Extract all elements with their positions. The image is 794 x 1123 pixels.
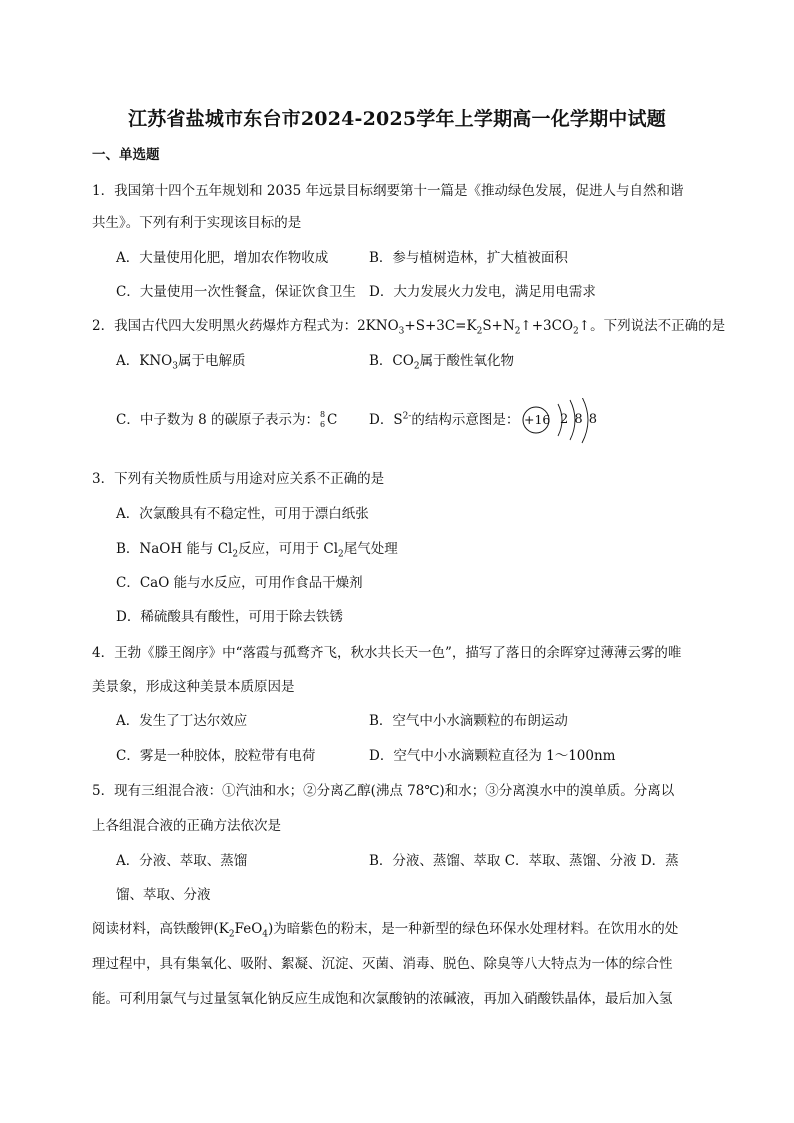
q3-option-c: C．CaO 能与水反应，可用作食品干燥剂 [116, 575, 363, 591]
sub-3: 3 [398, 326, 405, 337]
nucleus-charge: +16 [524, 412, 551, 427]
q4-stem-line1: 4．王勃《滕王阁序》中“落霞与孤鹜齐飞，秋水共长天一色”，描写了落日的余晖穿过薄薄云雾的唯 [92, 645, 682, 661]
atomic-number: 6 [320, 420, 326, 429]
q2-b-pre: B．CO [369, 353, 414, 369]
q2-stem-post: ↑。下列说法不正确的是 [578, 318, 726, 334]
q4-option-d: D．空气中小水滴颗粒直径为 1～100nm [369, 748, 616, 764]
sub-2: 2 [514, 326, 521, 337]
q1-option-b: B．参与植树造林，扩大植被面积 [369, 250, 568, 266]
q1-option-c: C．大量使用一次性餐盒，保证饮食卫生 [116, 284, 356, 300]
section-heading: 一、单选题 [92, 147, 160, 163]
reading-line1-pre: 阅读材料，高铁酸钾(K [92, 921, 229, 937]
mass-number: 8 [320, 410, 326, 419]
electron-shells: 2 8 8 [560, 412, 599, 427]
q3-option-d: D．稀硫酸具有酸性，可用于除去铁锈 [116, 609, 343, 625]
sub-2: 2 [476, 326, 483, 337]
q2-b-post: 属于酸性氧化物 [419, 353, 515, 369]
q5-option-d-cont: 馏、萃取、分液 [116, 887, 211, 903]
q3-stem: 3．下列有关物质性质与用途对应关系不正确的是 [92, 471, 385, 487]
isotope-notation [319, 411, 327, 429]
q2-a-pre: A．KNO [116, 353, 173, 369]
q2-stem-mid2: S+N [482, 318, 515, 334]
sub-2: 2 [413, 361, 420, 372]
ion-charge: 2- [402, 411, 412, 422]
q2-d-pre: D．S [369, 412, 403, 428]
q2-c-pre: C．中子数为 8 的碳原子表示为： [116, 412, 320, 428]
sub-2: 2 [232, 549, 239, 560]
q2-stem-pre: 2．我国古代四大发明黑火药爆炸方程式为：2KNO [92, 318, 399, 334]
q4-option-c: C．雾是一种胶体，胶粒带有电荷 [116, 748, 316, 764]
sub-4: 4 [262, 929, 269, 940]
q2-option-a [116, 352, 245, 370]
q3-b-post: 尾气处理 [343, 541, 398, 557]
reading-line3: 能。可利用氯气与过量氢氧化钠反应生成饱和次氯酸钠的浓碱液，再加入硝酸铁晶体，最后加入氢 [92, 991, 673, 1007]
q5-stem-line1: 5．现有三组混合液：①汽油和水；②分离乙醇(沸点 78℃)和水；③分离溴水中的溴单质。分离以 [92, 783, 675, 799]
q2-d-post: 的结构示意图是： [411, 412, 520, 428]
sub-2: 2 [338, 549, 344, 560]
q2-option-d [369, 411, 519, 429]
q2-stem-mid1: +S+3C=K [404, 318, 477, 334]
q1-option-d: D．大力发展火力发电，满足用电需求 [369, 284, 596, 300]
q3-b-mid: 反应，可用于 Cl [238, 541, 339, 557]
reading-line1-post: )为暗紫色的粉末，是一种新型的绿色环保水处理材料。在饮用水的处 [268, 921, 679, 937]
q4-stem-line2: 美景象，形成这种美景本质原因是 [92, 679, 295, 695]
q2-a-post: 属于电解质 [177, 353, 246, 369]
sub-2: 2 [228, 929, 235, 940]
q1-stem-line2: 共生》。下列有利于实现该目标的是 [92, 215, 302, 231]
q3-b-pre: B．NaOH 能与 Cl [116, 541, 233, 557]
sulfide-ion-structure-diagram [520, 398, 610, 446]
q3-option-a: A．次氯酸具有不稳定性，可用于漂白纸张 [116, 506, 369, 522]
q5-options-bcd: B．分液、蒸馏、萃取 C．萃取、蒸馏、分液 D．蒸 [369, 853, 679, 869]
q2-option-b [369, 352, 514, 370]
element-symbol: C [327, 412, 338, 428]
reading-line2: 理过程中，具有集氧化、吸附、絮凝、沉淀、灭菌、消毒、脱色、除臭等八大特点为一体的综合性 [92, 956, 673, 972]
q1-option-a: A．大量使用化肥，增加农作物收成 [116, 250, 329, 266]
q1-stem-line1: 1．我国第十四个五年规划和 2035 年远景目标纲要第十一篇是《推动绿色发展，促进人与自然和谐 [92, 183, 684, 199]
q2-stem-mid3: ↑+3CO [520, 318, 574, 334]
reading-line1-mid: FeO [234, 921, 263, 937]
q5-option-a: A．分液、萃取、蒸馏 [116, 853, 248, 869]
q2-stem [92, 317, 725, 335]
page-title: 江苏省盐城市东台市2024-2025学年上学期高一化学期中试题 [128, 108, 666, 130]
q5-stem-line2: 上各组混合液的正确方法依次是 [92, 818, 281, 834]
q2-option-c [116, 411, 337, 429]
q3-option-b [116, 540, 398, 558]
sub-2: 2 [573, 326, 579, 337]
sub-3: 3 [172, 361, 178, 372]
q4-option-b: B．空气中小水滴颗粒的布朗运动 [369, 713, 568, 729]
reading-line1 [92, 920, 678, 938]
q4-option-a: A．发生了丁达尔效应 [116, 713, 248, 729]
